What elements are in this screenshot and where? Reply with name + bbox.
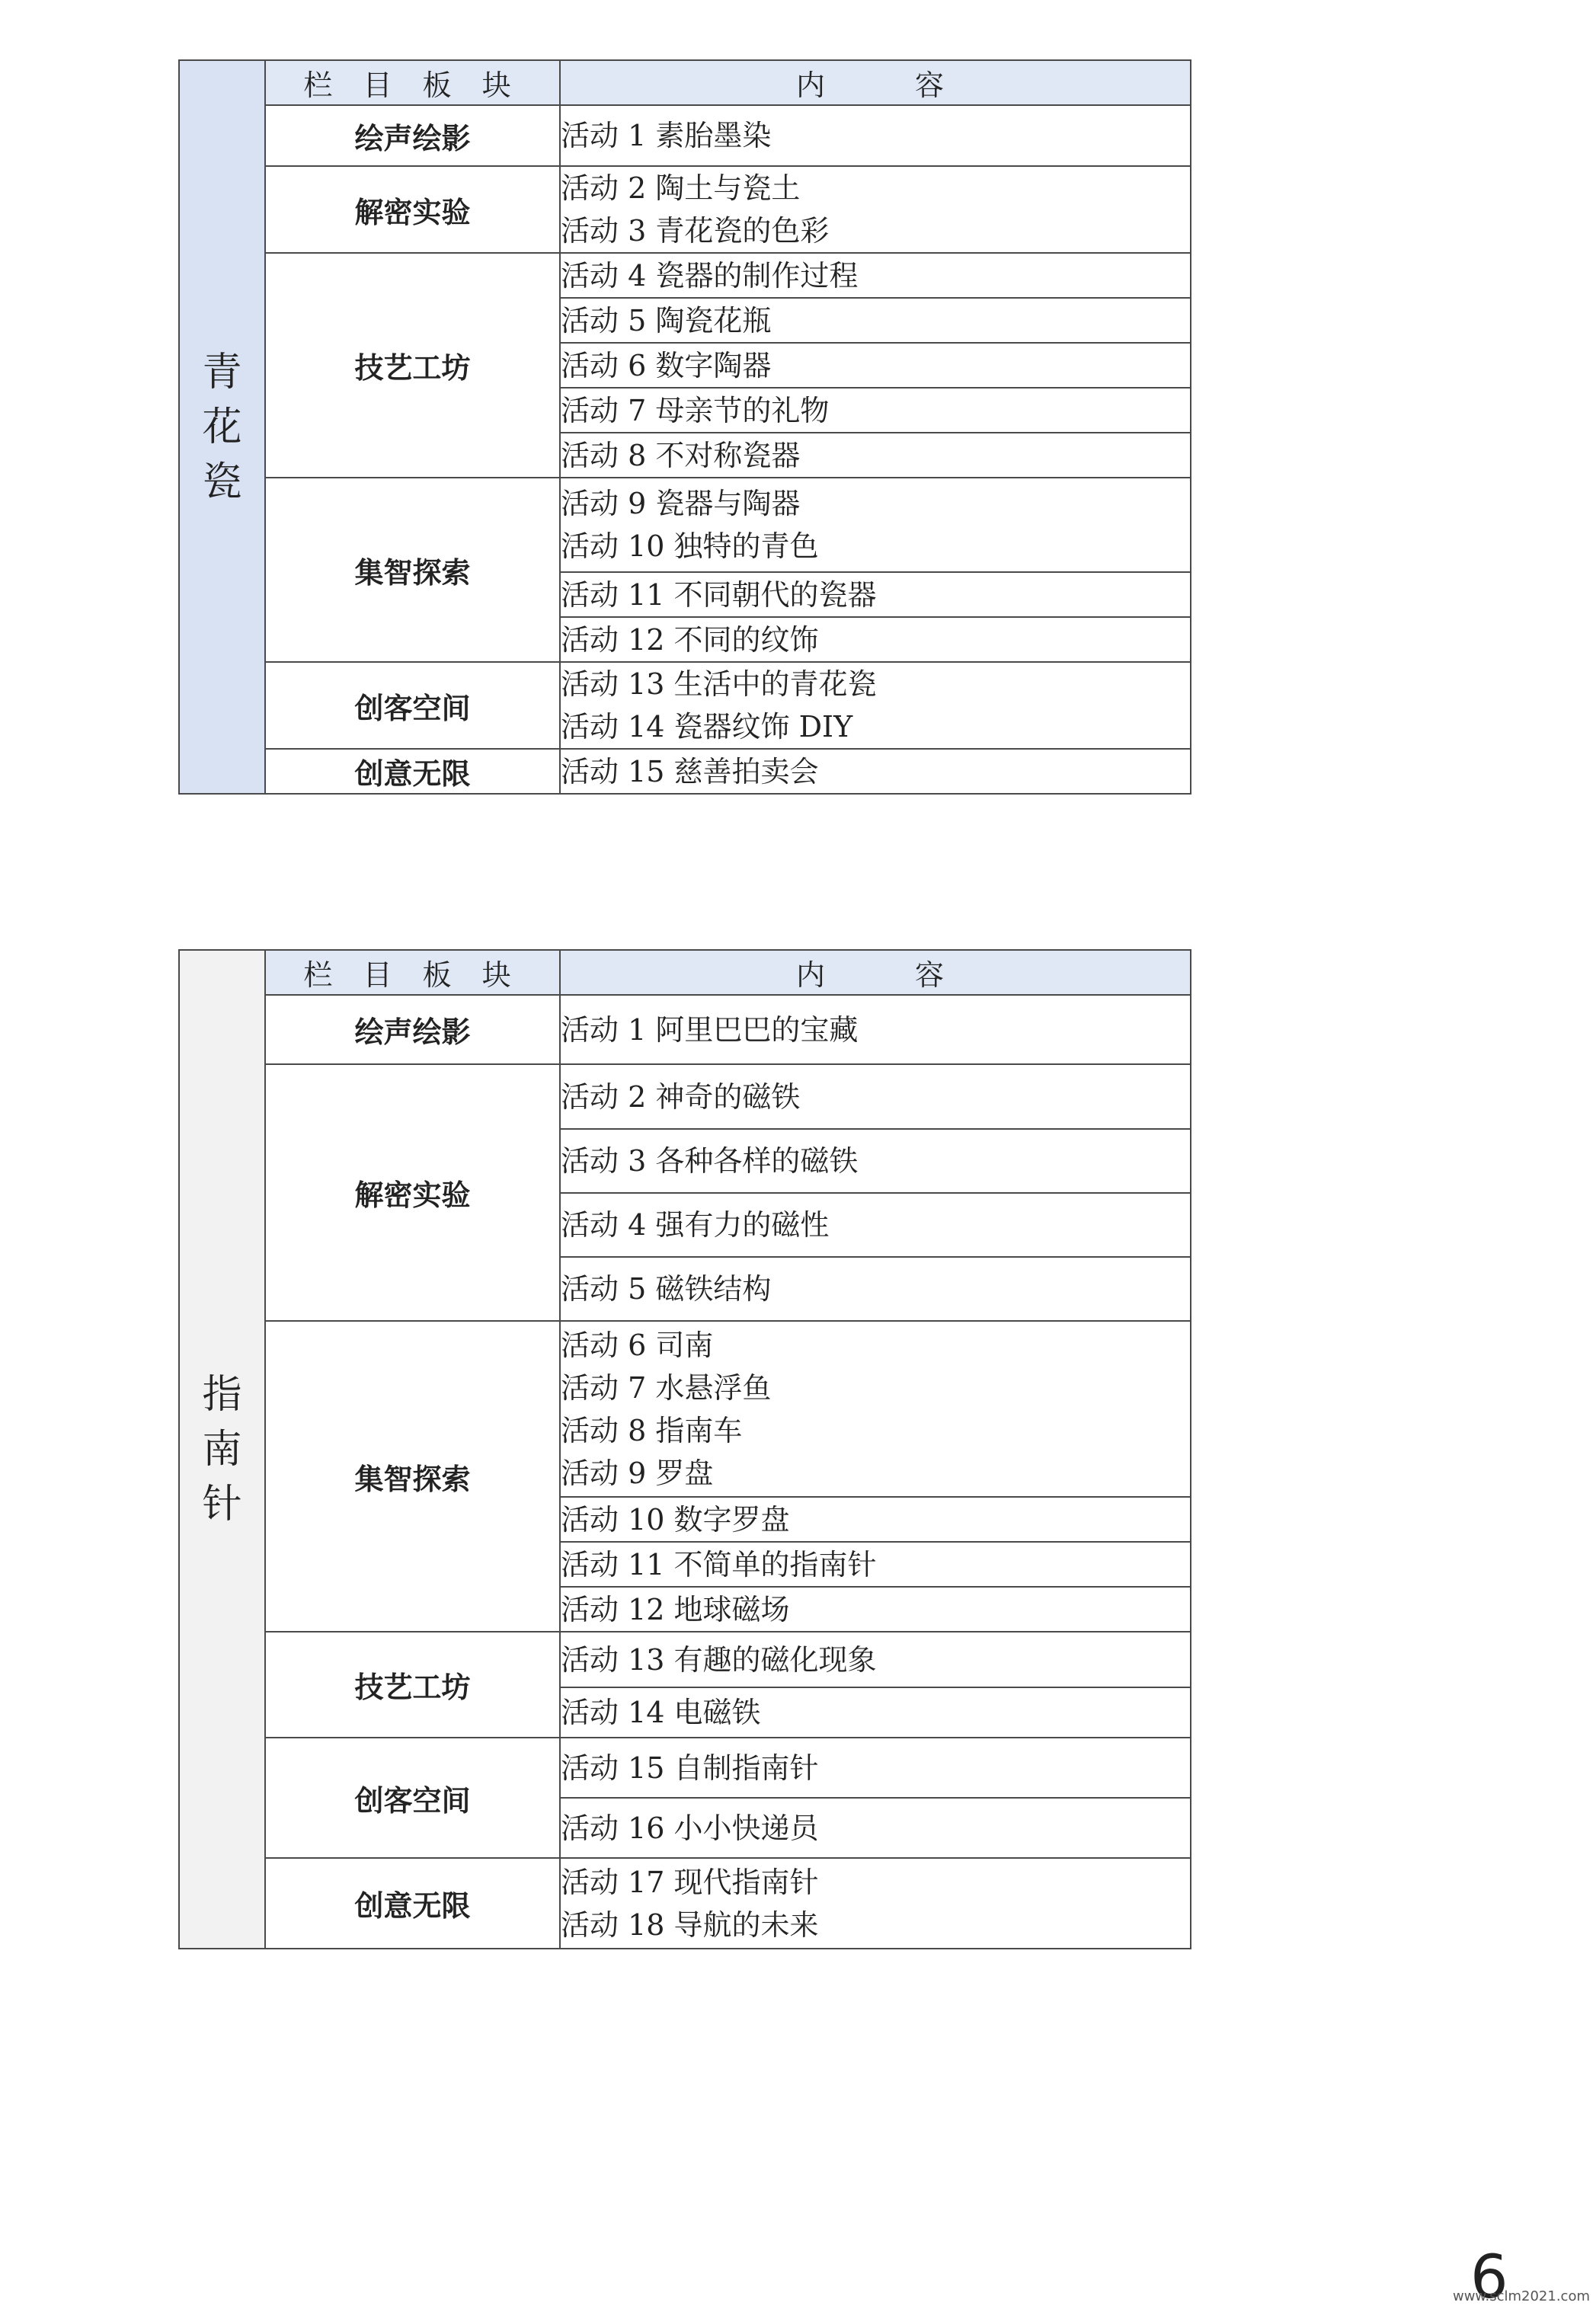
page-number: 6	[1470, 2243, 1508, 2312]
activity-cell: 活动 1 阿里巴巴的宝藏	[560, 995, 1191, 1064]
section-name: 创意无限	[265, 749, 560, 794]
theme-cell	[179, 60, 265, 794]
theme-char: 花	[202, 404, 242, 450]
activity-cell: 活动 17 现代指南针 活动 18 导航的未来	[560, 1858, 1191, 1949]
section-name: 创意无限	[265, 1858, 560, 1949]
watermark: www.sclm2021.com	[1452, 2288, 1590, 2304]
activity-cell: 活动 6 数字陶器	[560, 343, 1191, 388]
header-section: 栏 目 板 块	[265, 950, 560, 995]
activity-cell: 活动 12 不同的纹饰	[560, 617, 1191, 662]
activity-cell: 活动 14 电磁铁	[560, 1687, 1191, 1738]
activity-cell: 活动 13 生活中的青花瓷 活动 14 瓷器纹饰 DIY	[560, 662, 1191, 749]
section-name: 绘声绘影	[265, 995, 560, 1064]
section-name: 技艺工坊	[265, 253, 560, 478]
activity-cell: 活动 6 司南 活动 7 水悬浮鱼 活动 8 指南车 活动 9 罗盘	[560, 1321, 1191, 1497]
activity-cell: 活动 5 陶瓷花瓶	[560, 298, 1191, 343]
activity-cell: 活动 1 素胎墨染	[560, 105, 1191, 166]
header-section: 栏 目 板 块	[265, 60, 560, 105]
activity-cell: 活动 11 不同朝代的瓷器	[560, 572, 1191, 617]
theme-char: 指	[202, 1371, 242, 1418]
section-name: 集智探索	[265, 478, 560, 662]
theme-char: 瓷	[202, 459, 242, 505]
activity-cell: 活动 12 地球磁场	[560, 1587, 1191, 1632]
section-name: 创客空间	[265, 662, 560, 749]
activity-cell: 活动 11 不简单的指南针	[560, 1542, 1191, 1587]
activity-cell: 活动 4 强有力的磁性	[560, 1193, 1191, 1257]
section-name: 集智探索	[265, 1321, 560, 1632]
activity-cell: 活动 2 神奇的磁铁	[560, 1064, 1191, 1129]
activity-cell: 活动 16 小小快递员	[560, 1798, 1191, 1858]
section-name: 解密实验	[265, 1064, 560, 1321]
activity-cell: 活动 7 母亲节的礼物	[560, 388, 1191, 433]
curriculum-table-qinghuaci	[178, 59, 1191, 795]
activity-cell: 活动 15 慈善拍卖会	[560, 749, 1191, 794]
section-name: 创客空间	[265, 1738, 560, 1858]
activity-cell: 活动 8 不对称瓷器	[560, 433, 1191, 478]
activity-cell: 活动 13 有趣的磁化现象	[560, 1632, 1191, 1687]
activity-cell: 活动 2 陶土与瓷土 活动 3 青花瓷的色彩	[560, 166, 1191, 253]
curriculum-table-zhinanzhen	[178, 949, 1191, 1949]
activity-cell: 活动 3 各种各样的磁铁	[560, 1129, 1191, 1193]
theme-char: 针	[202, 1481, 242, 1527]
activity-cell: 活动 9 瓷器与陶器 活动 10 独特的青色	[560, 478, 1191, 572]
section-name: 技艺工坊	[265, 1632, 560, 1738]
theme-char: 青	[202, 349, 242, 395]
theme-char: 南	[202, 1426, 242, 1473]
section-name: 绘声绘影	[265, 105, 560, 166]
activity-cell: 活动 10 数字罗盘	[560, 1497, 1191, 1542]
header-content: 内 容	[560, 60, 1191, 105]
activity-cell: 活动 4 瓷器的制作过程	[560, 253, 1191, 298]
activity-cell: 活动 15 自制指南针	[560, 1738, 1191, 1798]
header-content: 内 容	[560, 950, 1191, 995]
section-name: 解密实验	[265, 166, 560, 253]
activity-cell: 活动 5 磁铁结构	[560, 1257, 1191, 1321]
theme-cell	[179, 950, 265, 1949]
